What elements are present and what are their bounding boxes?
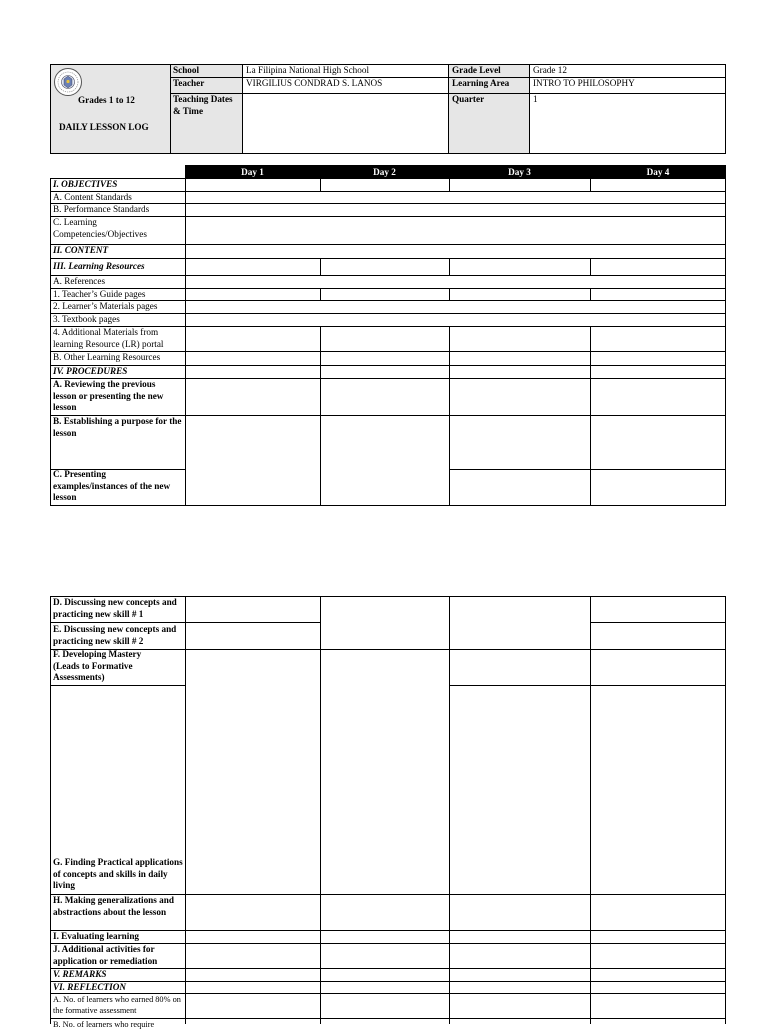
references-label: A. References (53, 276, 106, 286)
learners-require-label: B. No. of learners who require (53, 1020, 155, 1029)
grades-range: Grades 1 to 12 (78, 95, 135, 105)
day-2-header: Day 2 (373, 167, 396, 177)
textbook-label: 3. Textbook pages (53, 314, 120, 324)
quarter-label: Quarter (452, 94, 485, 104)
learners-80-label: A. No. of learners who earned 80% on the formative assessment (53, 995, 181, 1015)
other-resources-label: B. Other Learning Resources (53, 352, 161, 362)
developing-mastery-label: F. Developing Mastery (Leads to Formative Assessments) (53, 649, 142, 682)
day-3-header: Day 3 (508, 167, 531, 177)
day-4-header: Day 4 (646, 167, 670, 177)
content-heading: II. CONTENT (53, 245, 109, 255)
procedures-heading: IV. PROCEDURES (53, 366, 128, 376)
additional-activities-label: J. Additional activities for application or remediation (53, 944, 158, 966)
grade-level-value: Grade 12 (533, 65, 567, 75)
teaching-label: Teaching Dates & Time (173, 94, 233, 116)
log-title: DAILY LESSON LOG (59, 122, 149, 132)
establishing-label: B. Establishing a purpose for the lesson (53, 416, 182, 438)
quarter-value: 1 (533, 94, 538, 104)
school-value: La Filipina National High School (246, 65, 369, 75)
discussing-2-label: E. Discussing new concepts and practicing new skill # 2 (53, 624, 177, 646)
presenting-label: C. Presenting examples/instances of the new lesson (53, 469, 171, 502)
learners-materials-label: 2. Learner’s Materials pages (53, 301, 158, 311)
objectives-heading: I. OBJECTIVES (53, 179, 118, 189)
generalizations-label: H. Making generalizations and abstractions about the lesson (53, 895, 174, 917)
grade-level-label: Grade Level (452, 65, 501, 75)
reviewing-label: A. Reviewing the previous lesson or presenting the new lesson (53, 379, 164, 412)
remarks-heading: V. REMARKS (53, 969, 107, 979)
performance-standards-label: B. Performance Standards (53, 204, 150, 214)
learning-resources-heading: III. Learning Resources (53, 261, 145, 271)
reflection-heading: VI. REFLECTION (53, 982, 127, 992)
competencies-label: C. Learning Competencies/Objectives (53, 217, 147, 239)
content-standards-label: A. Content Standards (53, 192, 132, 202)
teachers-guide-label: 1. Teacher’s Guide pages (53, 289, 146, 299)
learning-area-label: Learning Area (452, 78, 510, 88)
learning-area-value: INTRO TO PHILOSOPHY (533, 78, 635, 88)
additional-materials-label: 4. Additional Materials from learning Resource (LR) portal (53, 327, 164, 349)
deped-seal-icon (53, 67, 83, 97)
teacher-value: VIRGILIUS CONDRAD S. LANOS (246, 78, 383, 88)
day-1-header: Day 1 (241, 167, 264, 177)
teacher-label: Teacher (173, 78, 205, 88)
evaluating-label: I. Evaluating learning (53, 931, 140, 941)
finding-practical-label: G. Finding Practical applications of concepts and skills in daily living (53, 857, 183, 890)
discussing-1-label: D. Discussing new concepts and practicing new skill # 1 (53, 597, 177, 619)
school-label: School (173, 65, 200, 75)
